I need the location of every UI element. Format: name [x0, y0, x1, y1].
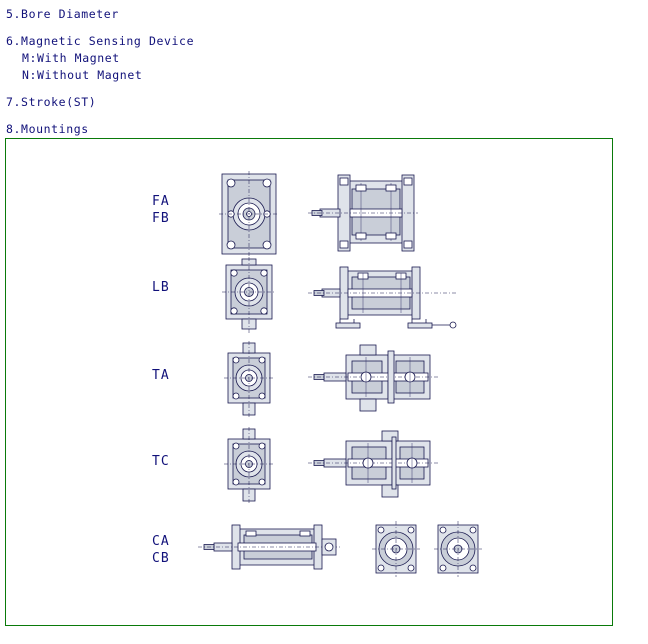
mount-row-fa-fb	[6, 169, 612, 259]
mount-row-tc	[6, 427, 612, 507]
ca-cb-side-view	[196, 517, 346, 587]
tc-front-view	[214, 427, 284, 507]
lb-front-view	[214, 257, 284, 337]
spacer	[6, 84, 648, 94]
mount-label-ta: TA	[152, 368, 170, 383]
lb-side-view	[306, 257, 461, 337]
mount-label-tc: TC	[152, 454, 170, 469]
spec-item-with-magnet: M:With Magnet	[22, 51, 120, 65]
ca-front-view	[368, 519, 424, 581]
ta-front-view	[214, 341, 284, 421]
mount-row-ta	[6, 341, 612, 421]
ta-side-view	[306, 341, 446, 421]
spec-item-stroke: 7.Stroke(ST)	[6, 95, 97, 109]
cb-front-view	[430, 519, 486, 581]
spec-item-mountings: 8.Mountings	[6, 122, 89, 136]
specification-list	[0, 0, 648, 138]
mount-row-lb	[6, 257, 612, 337]
spacer	[6, 23, 648, 33]
spacer	[6, 111, 648, 121]
tc-side-view	[306, 427, 446, 507]
mount-label-cb: CB	[152, 551, 170, 566]
mount-label-fa: FA	[152, 194, 170, 209]
spec-item-without-magnet: N:Without Magnet	[22, 68, 143, 82]
spec-item-magnetic-sensing-device: 6.Magnetic Sensing Device	[6, 34, 195, 48]
mount-label-lb: LB	[152, 280, 170, 295]
mount-label-fb: FB	[152, 211, 170, 226]
spec-item-bore-diameter: 5.Bore Diameter	[6, 7, 119, 21]
mountings-diagram-box	[5, 138, 613, 626]
mount-row-ca-cb	[6, 517, 612, 587]
mount-label-ca: CA	[152, 534, 170, 549]
fa-fb-side-view	[306, 169, 436, 259]
fa-fb-front-view	[214, 169, 284, 259]
